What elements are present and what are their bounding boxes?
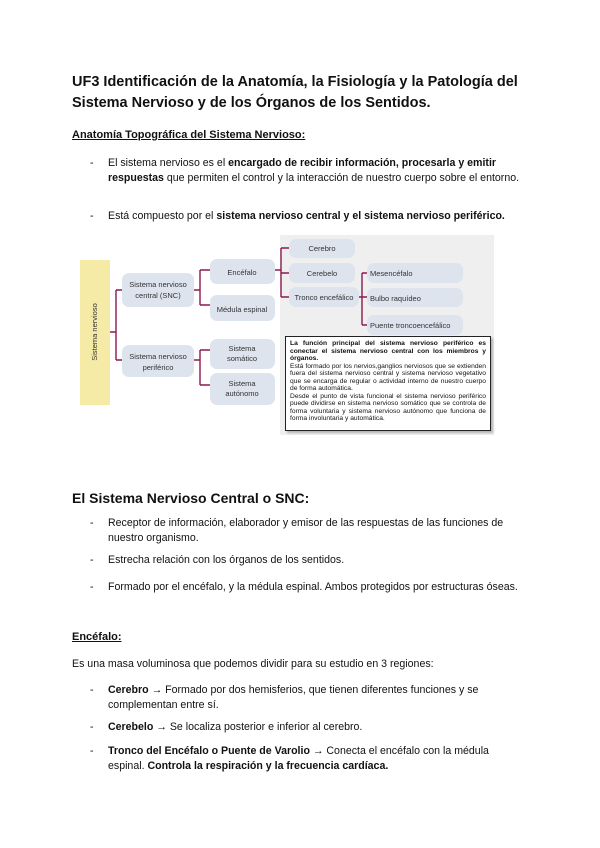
- bullet-text: Está compuesto por el: [108, 210, 217, 222]
- snc-label-line1: Sistema nervioso: [129, 280, 187, 289]
- list-item: [90, 580, 530, 610]
- list-item: [90, 553, 530, 569]
- section-heading-encefalo: Encéfalo:: [72, 631, 122, 643]
- item-text: → Se localiza posterior e inferior al cerebro.: [153, 721, 363, 733]
- item-bold: Cerebro: [108, 684, 149, 696]
- autonomo-label-line2: autónomo: [225, 389, 259, 398]
- bullet-dash: -: [90, 684, 94, 696]
- encefalo-intro: Es una masa voluminosa que podemos dividir para su estudio en 3 regiones:: [72, 658, 434, 670]
- somatico-label-line1: Sistema: [228, 344, 256, 353]
- snp-label-line2: periférico: [142, 363, 174, 372]
- encefalo-label: Encéfalo: [227, 268, 257, 277]
- list-item: [90, 744, 530, 774]
- cerebelo-label: Cerebelo: [306, 269, 338, 278]
- list-item: [90, 156, 530, 201]
- snc-box: [122, 273, 194, 307]
- bullet-text: Formado por el encéfalo, y la médula espinal. Ambos protegidos por estructuras óseas.: [108, 581, 518, 593]
- bullet-dash: -: [90, 554, 94, 566]
- item-bold-2: Controla la respiración y la frecuencia cardíaca.: [147, 759, 389, 772]
- info-lead: La función principal del sistema nervioso periférico es conectar el sistema nervioso central con los miembros y órganos.: [290, 340, 486, 362]
- title-line-1: UF3 Identificación de la Anatomía, la Fisiología y la Patología del: [72, 74, 518, 90]
- somatico-label-line2: somático: [226, 354, 258, 363]
- bullet-text: que permiten el control y la interacción de nuestro cuerpo sobre el entorno.: [163, 171, 520, 184]
- snp-box: [122, 345, 194, 377]
- puente-label: Puente troncoencefálico: [370, 321, 451, 330]
- bullet-dash: -: [90, 157, 94, 169]
- mesencefalo-label: Mesencéfalo: [370, 269, 413, 278]
- list-item: [90, 720, 530, 736]
- bullet-dash: -: [90, 210, 94, 222]
- bullet-dash: -: [90, 721, 94, 733]
- autonomo-label-line1: Sistema: [228, 379, 256, 388]
- bullet-dash: -: [90, 517, 94, 529]
- list-item: [90, 516, 530, 546]
- tronco-label: Tronco encefálico: [294, 293, 354, 302]
- peripheral-info-box: [285, 336, 491, 431]
- bullet-bold-text: encargado de recibir información, procesarla y emitir respuestas: [108, 157, 497, 184]
- cerebro-label: Cerebro: [308, 244, 336, 253]
- root-label: Sistema nervioso: [90, 303, 99, 361]
- bullet-text: Receptor de información, elaborador y emisor de las respuestas de las funciones de nuestro organismo.: [108, 517, 504, 544]
- snp-label-line1: Sistema nervioso: [129, 352, 187, 361]
- page-title: [72, 72, 542, 114]
- item-text: → Conecta el encéfalo con la médula espinal.: [108, 745, 489, 772]
- section-heading-anatomia: Anatomía Topográfica del Sistema Nervioso:: [72, 129, 306, 141]
- list-item: [90, 683, 530, 713]
- snc-label-line2: central (SNC): [135, 291, 181, 300]
- bullet-dash: -: [90, 581, 94, 593]
- section-heading-snc: El Sistema Nervioso Central o SNC:: [72, 490, 310, 506]
- bullet-text: Estrecha relación con los órganos de los sentidos.: [108, 554, 345, 566]
- medula-label: Médula espinal: [216, 305, 268, 314]
- bullet-text: El sistema nervioso es el: [108, 157, 229, 169]
- info-paragraph-1: Está formado por los nervios,ganglios nerviosos que se extienden fuera del sistema nervioso central y sistema nervioso vegetativo que se encarga de regular o actividad interno de nuestro cuerpo de forma automática.: [290, 362, 486, 392]
- title-line-2: Sistema Nervioso y de los Órganos de los Sentidos.: [72, 95, 431, 111]
- item-text: → Formado por dos hemisferios, que tienen diferentes funciones y se complementan entre sí.: [108, 684, 479, 711]
- list-item: [90, 209, 540, 225]
- item-bold: Cerebelo: [108, 721, 154, 733]
- item-bold: Tronco del Encéfalo o Puente de Varolio: [108, 745, 310, 757]
- bullet-bold-text: sistema nervioso central y el sistema nervioso periférico.: [216, 210, 505, 222]
- info-paragraph-2: Desde el punto de vista funcional el sistema nervioso periférico puede dividirse en sistema nervioso somático que se controla de forma voluntaria y sistema nervioso autónomo que funciona de forma involuntaria y automática.: [290, 392, 486, 422]
- bullet-dash: -: [90, 745, 94, 757]
- bulbo-label: Bulbo raquídeo: [370, 294, 421, 303]
